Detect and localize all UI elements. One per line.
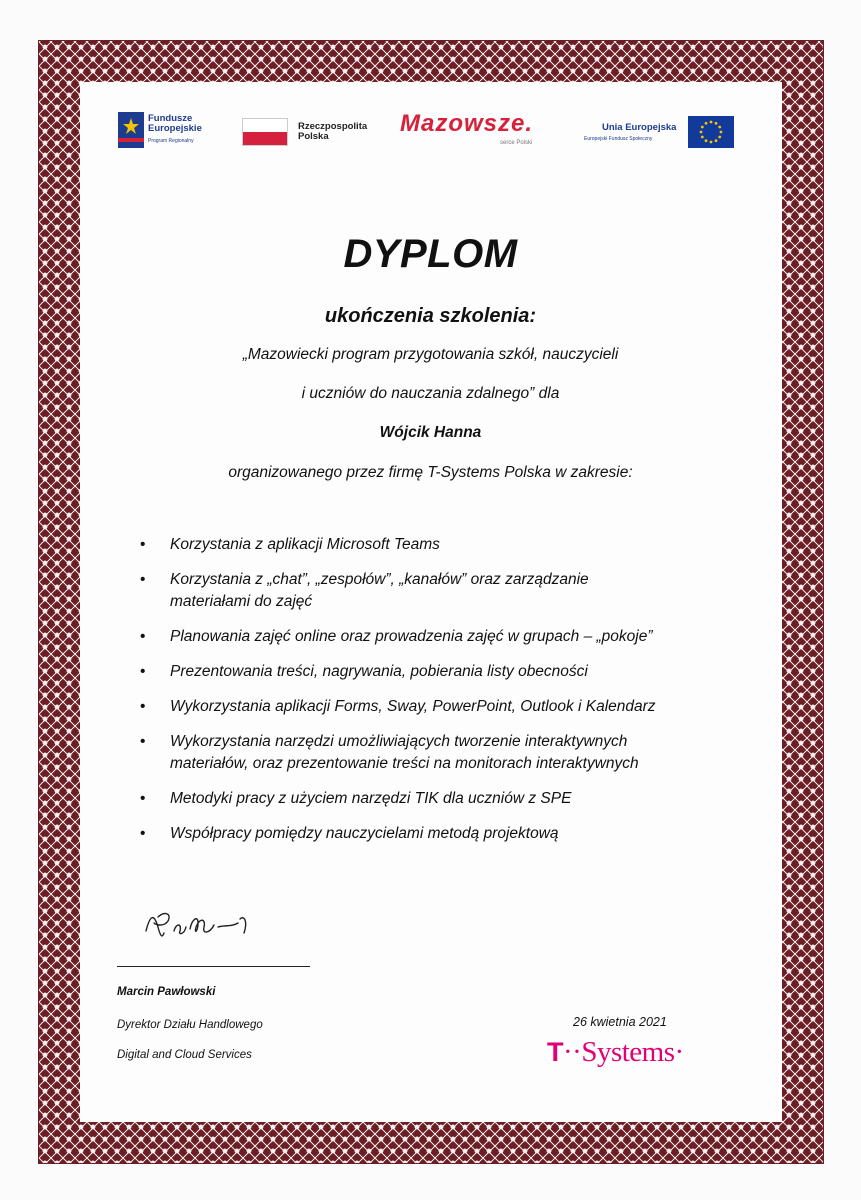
list-item: • Prezentowania treści, nagrywania, pobierania listy obecności (140, 661, 780, 683)
mazowsze-tagline: serce Polski (500, 140, 533, 146)
ue-fund: Europejski Fundusz Społeczny (584, 136, 653, 142)
list-item: • Korzystania z „chat”, „zespołów”, „kanałów” oraz zarządzanie materiałami do zajęć (140, 569, 780, 613)
signatory-role: Dyrektor Działu Handlowego (117, 1019, 263, 1031)
program-name-line2: i uczniów do nauczania zdalnego” dla (301, 385, 560, 402)
program-name-line1: „Mazowiecki program przygotowania szkół, nauczycieli (242, 346, 619, 363)
ue-name: Unia Europejska (602, 122, 677, 133)
mazowsze-logo (400, 108, 560, 158)
list-item: • Wykorzystania aplikacji Forms, Sway, PowerPoint, Outlook i Kalendarz (140, 696, 780, 718)
signatory-name: Marcin Pawłowski (117, 986, 216, 998)
list-item: • Wykorzystania narzędzi umożliwiających tworzenie interaktywnych materiałów, oraz prezentowanie treści na monitorach interaktywnych (140, 731, 780, 775)
list-item: • Współpracy pomiędzy nauczycielami metodą projektową (140, 823, 780, 845)
rp-name: Rzeczpospolita Polska (298, 121, 368, 142)
fundusze-europejskie-logo (114, 108, 224, 158)
rzeczpospolita-polska-logo (242, 108, 382, 158)
handwritten-signature (140, 905, 260, 949)
signatory-department: Digital and Cloud Services (117, 1049, 252, 1061)
list-item: • Korzystania z aplikacji Microsoft Teams (140, 534, 780, 556)
recipient-name: Wójcik Hanna (379, 424, 482, 441)
fundusze-program: Program Regionalny (148, 138, 194, 144)
unia-europejska-logo (584, 108, 738, 158)
organizer-line: organizowanego przez firmę T-Systems Polska w zakresie: (228, 464, 633, 481)
diploma-title: DYPLOM (343, 232, 518, 276)
signature-line (117, 966, 310, 967)
fundusze-star-icon (118, 112, 144, 148)
fundusze-name: Fundusze Europejskie (148, 113, 202, 134)
mazowsze-wordmark: Mazowsze. (400, 110, 534, 137)
diploma-subtitle: ukończenia szkolenia: (324, 305, 537, 327)
issue-date: 26 kwietnia 2021 (573, 1015, 667, 1029)
list-item: • Metodyki pracy z użyciem narzędzi TIK dla uczniów z SPE (140, 788, 780, 810)
training-topics-list (140, 534, 780, 858)
t-systems-logo: T··Systems· (547, 1036, 684, 1068)
list-item: • Planowania zajęć online oraz prowadzenia zajęć w grupach – „pokoje” (140, 626, 780, 648)
eu-flag-icon (688, 116, 734, 148)
funding-logos (114, 108, 738, 160)
polish-flag-icon (242, 118, 288, 146)
